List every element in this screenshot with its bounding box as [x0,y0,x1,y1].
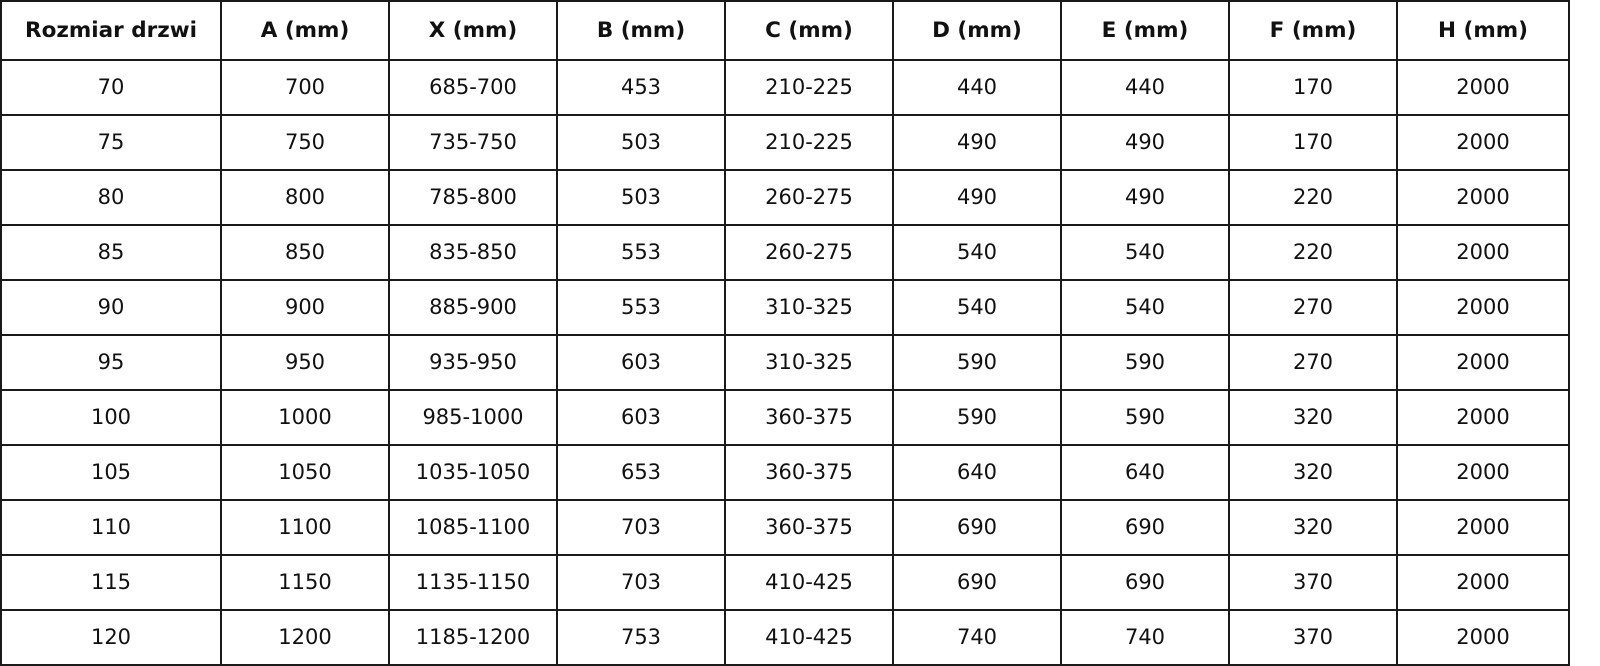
cell-d: 490 [893,170,1061,225]
column-header-d: D (mm) [893,1,1061,60]
cell-a: 750 [221,115,389,170]
cell-c: 210-225 [725,60,893,115]
cell-e: 490 [1061,170,1229,225]
cell-f: 220 [1229,170,1397,225]
cell-d: 540 [893,225,1061,280]
cell-door-size: 110 [1,500,221,555]
table-header-row [1,1,1569,60]
cell-f: 170 [1229,60,1397,115]
cell-f: 320 [1229,445,1397,500]
cell-d: 640 [893,445,1061,500]
cell-h: 2000 [1397,225,1569,280]
cell-x: 835-850 [389,225,557,280]
cell-f: 270 [1229,335,1397,390]
cell-c: 410-425 [725,610,893,665]
table-row [1,390,1569,445]
cell-b: 603 [557,335,725,390]
table-row [1,610,1569,665]
cell-f: 320 [1229,500,1397,555]
cell-f: 220 [1229,225,1397,280]
cell-a: 1000 [221,390,389,445]
column-header-c: C (mm) [725,1,893,60]
cell-e: 440 [1061,60,1229,115]
cell-h: 2000 [1397,335,1569,390]
column-header-e: E (mm) [1061,1,1229,60]
cell-c: 360-375 [725,500,893,555]
table-row [1,500,1569,555]
column-header-a: A (mm) [221,1,389,60]
cell-e: 540 [1061,225,1229,280]
cell-h: 2000 [1397,445,1569,500]
cell-c: 310-325 [725,335,893,390]
cell-door-size: 75 [1,115,221,170]
cell-x: 985-1000 [389,390,557,445]
cell-d: 690 [893,500,1061,555]
cell-b: 603 [557,390,725,445]
cell-door-size: 80 [1,170,221,225]
cell-door-size: 105 [1,445,221,500]
cell-a: 1150 [221,555,389,610]
table-row [1,445,1569,500]
column-header-b: B (mm) [557,1,725,60]
column-header-h: H (mm) [1397,1,1569,60]
table-row [1,280,1569,335]
column-header-x: X (mm) [389,1,557,60]
cell-h: 2000 [1397,115,1569,170]
cell-d: 540 [893,280,1061,335]
column-header-f: F (mm) [1229,1,1397,60]
cell-b: 453 [557,60,725,115]
cell-h: 2000 [1397,390,1569,445]
cell-door-size: 115 [1,555,221,610]
cell-b: 553 [557,280,725,335]
cell-d: 590 [893,390,1061,445]
cell-b: 653 [557,445,725,500]
cell-f: 170 [1229,115,1397,170]
cell-c: 210-225 [725,115,893,170]
cell-x: 1035-1050 [389,445,557,500]
cell-f: 270 [1229,280,1397,335]
cell-h: 2000 [1397,60,1569,115]
cell-a: 1100 [221,500,389,555]
cell-a: 850 [221,225,389,280]
cell-c: 310-325 [725,280,893,335]
cell-f: 320 [1229,390,1397,445]
cell-x: 885-900 [389,280,557,335]
table-body [1,60,1569,665]
cell-a: 800 [221,170,389,225]
cell-a: 900 [221,280,389,335]
cell-b: 753 [557,610,725,665]
cell-d: 740 [893,610,1061,665]
cell-e: 590 [1061,390,1229,445]
cell-e: 540 [1061,280,1229,335]
cell-x: 1135-1150 [389,555,557,610]
cell-e: 690 [1061,555,1229,610]
cell-d: 440 [893,60,1061,115]
cell-c: 260-275 [725,170,893,225]
cell-d: 690 [893,555,1061,610]
cell-x: 1185-1200 [389,610,557,665]
cell-b: 503 [557,115,725,170]
cell-x: 685-700 [389,60,557,115]
cell-d: 590 [893,335,1061,390]
cell-h: 2000 [1397,610,1569,665]
cell-d: 490 [893,115,1061,170]
cell-c: 410-425 [725,555,893,610]
cell-e: 590 [1061,335,1229,390]
cell-x: 1085-1100 [389,500,557,555]
cell-door-size: 95 [1,335,221,390]
cell-a: 1200 [221,610,389,665]
table-row [1,335,1569,390]
cell-a: 1050 [221,445,389,500]
cell-c: 260-275 [725,225,893,280]
table-row [1,170,1569,225]
column-header-door-size: Rozmiar drzwi [1,1,221,60]
cell-door-size: 100 [1,390,221,445]
cell-a: 700 [221,60,389,115]
cell-door-size: 120 [1,610,221,665]
cell-door-size: 85 [1,225,221,280]
cell-h: 2000 [1397,170,1569,225]
cell-b: 503 [557,170,725,225]
cell-h: 2000 [1397,555,1569,610]
table-header [1,1,1569,60]
cell-e: 640 [1061,445,1229,500]
cell-e: 490 [1061,115,1229,170]
cell-x: 785-800 [389,170,557,225]
cell-f: 370 [1229,610,1397,665]
cell-x: 935-950 [389,335,557,390]
cell-h: 2000 [1397,500,1569,555]
cell-b: 553 [557,225,725,280]
table-row [1,60,1569,115]
cell-a: 950 [221,335,389,390]
cell-c: 360-375 [725,390,893,445]
cell-e: 740 [1061,610,1229,665]
cell-f: 370 [1229,555,1397,610]
table-row [1,225,1569,280]
cell-b: 703 [557,500,725,555]
cell-x: 735-750 [389,115,557,170]
cell-h: 2000 [1397,280,1569,335]
cell-c: 360-375 [725,445,893,500]
cell-e: 690 [1061,500,1229,555]
table-row [1,115,1569,170]
cell-door-size: 70 [1,60,221,115]
cell-b: 703 [557,555,725,610]
table-row [1,555,1569,610]
cell-door-size: 90 [1,280,221,335]
